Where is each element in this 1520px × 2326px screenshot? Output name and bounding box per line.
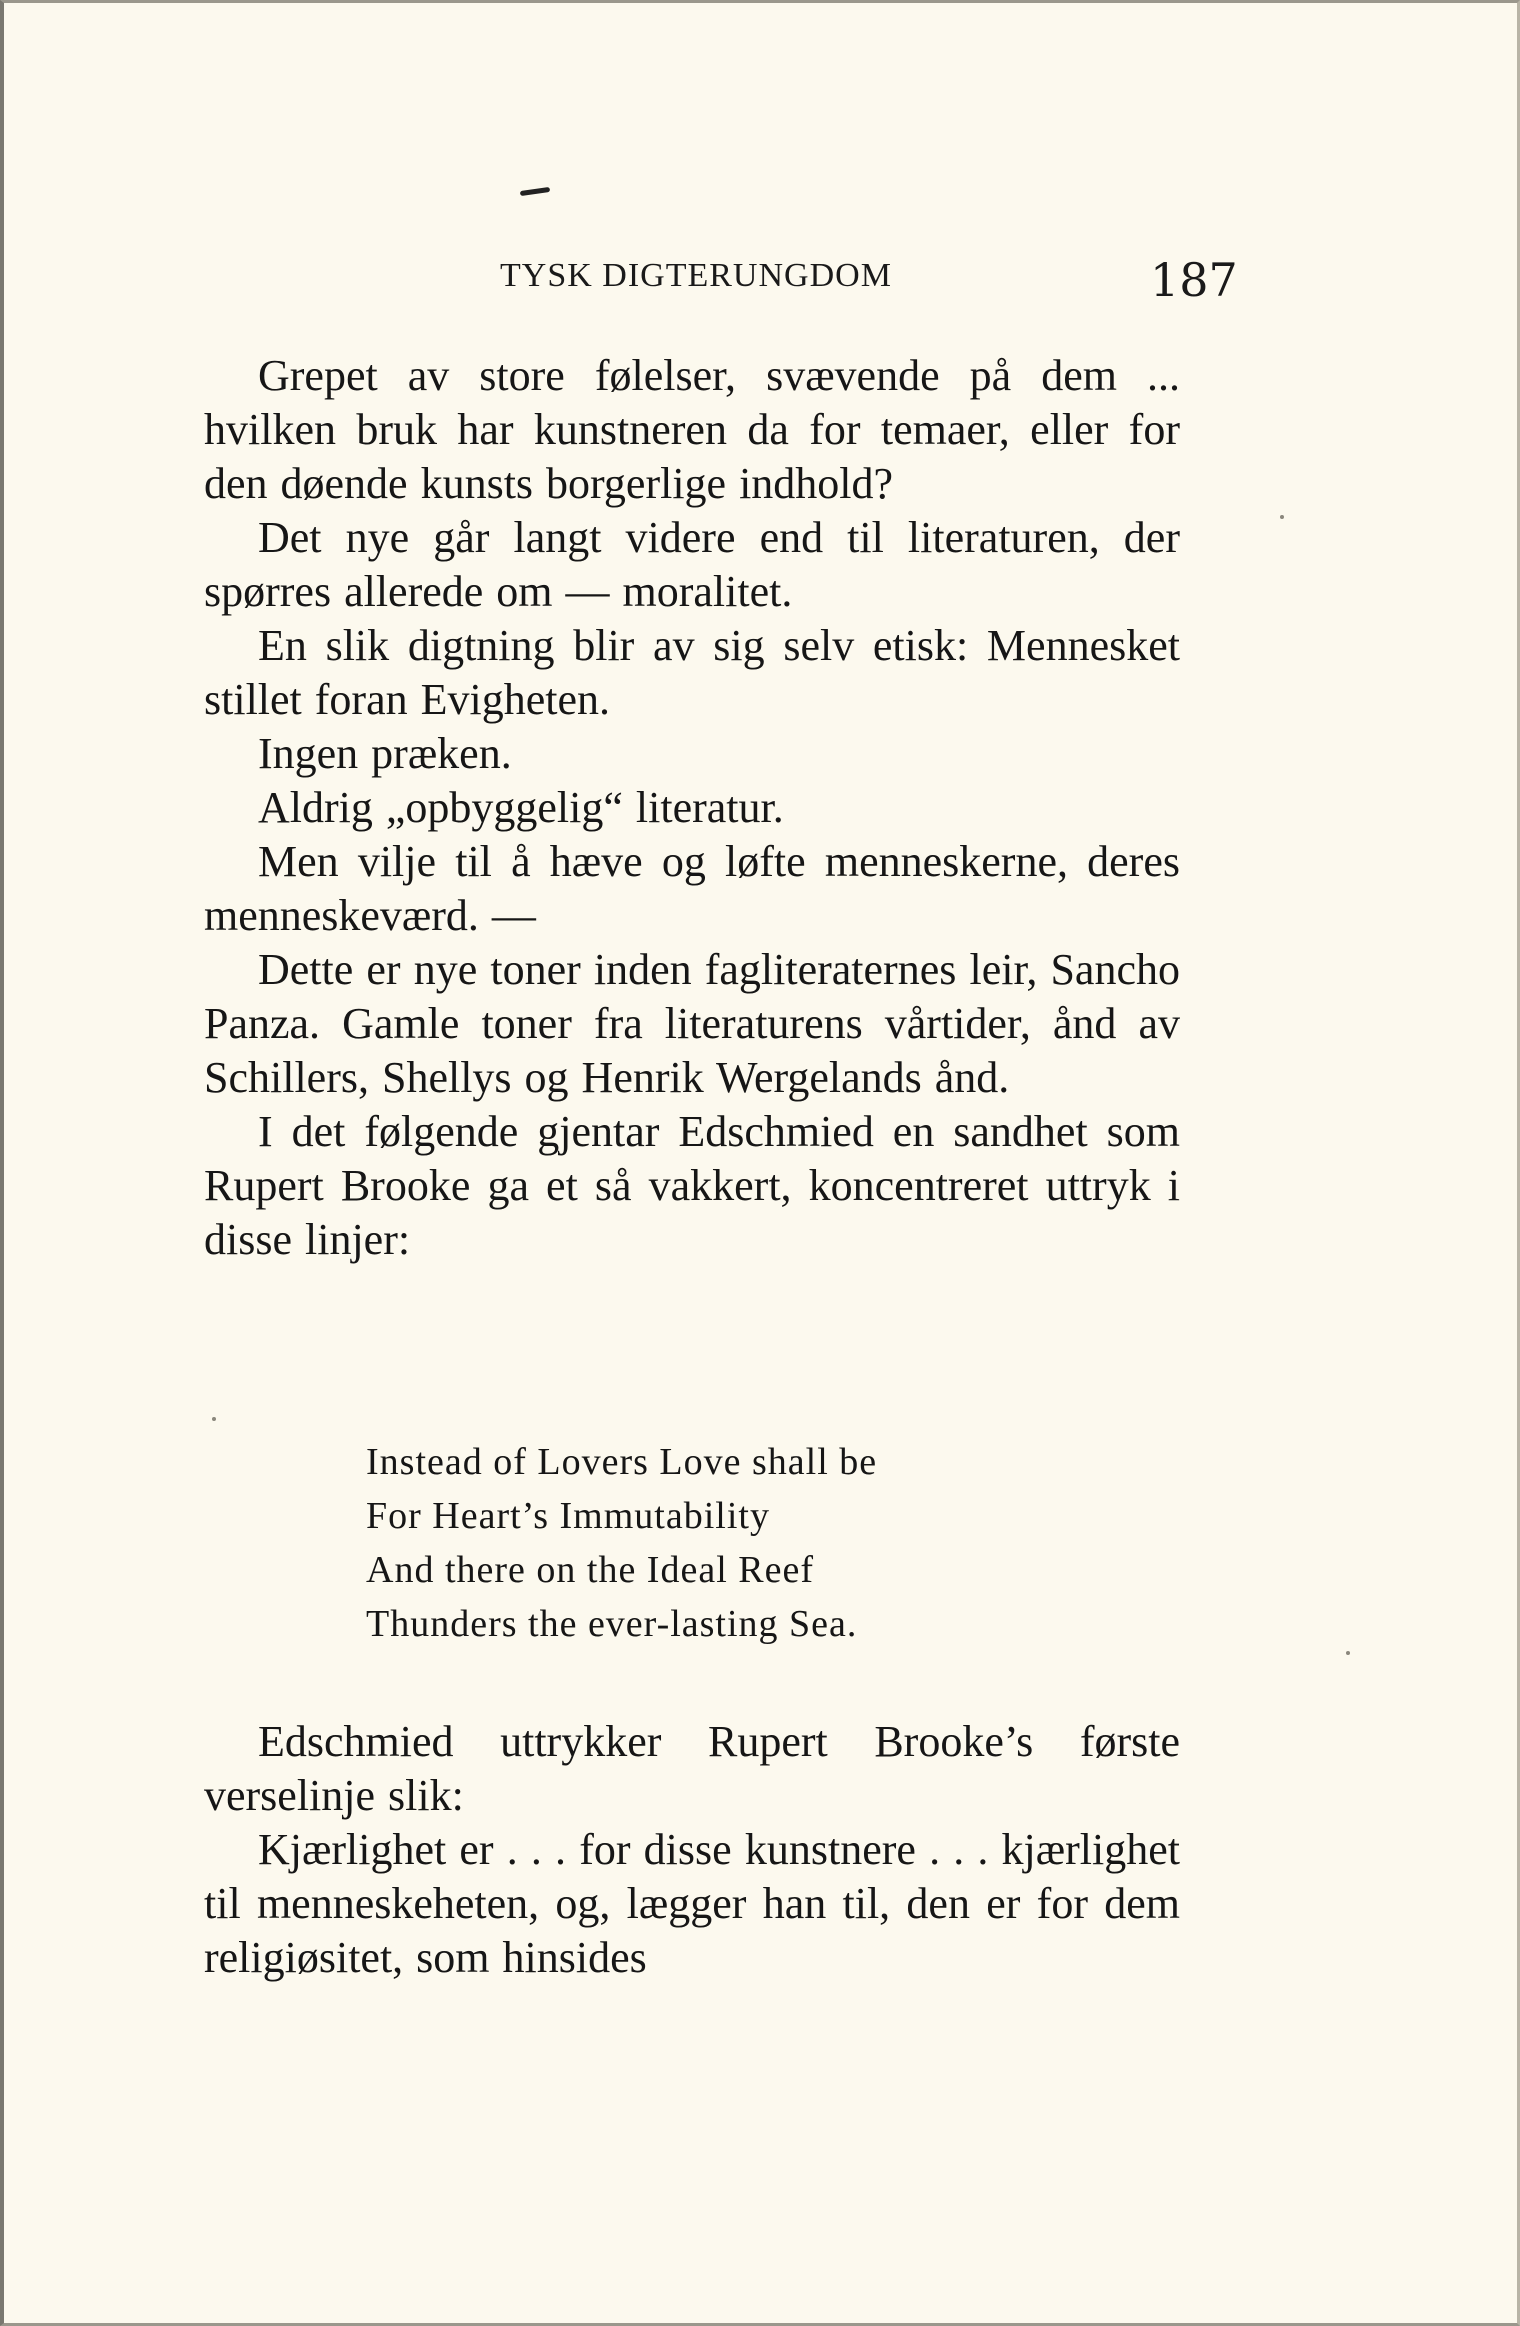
paragraph: Edschmied uttrykker Rupert Brooke’s første verselinje slik: <box>204 1717 1180 1820</box>
page-number: 187 <box>1150 253 1238 307</box>
poem-line: Thunders the ever-lasting Sea. <box>366 1603 858 1645</box>
paragraph: Grepet av store følelser, svævende på dem ... hvilken bruk har kunstneren da for temaer, eller for den døende kunsts borgerlige indhold? <box>204 351 1180 508</box>
body-text-lower <box>204 1715 1180 1985</box>
poem-line: Instead of Lovers Love shall be <box>366 1441 878 1483</box>
body-text-upper <box>204 349 1180 1267</box>
paragraph: Ingen præken. <box>258 729 512 778</box>
paragraph: I det følgende gjentar Edschmied en sandhet som Rupert Brooke ga et så vakkert, koncentreret uttryk i disse linjer: <box>204 1107 1180 1264</box>
paragraph: Men vilje til å hæve og løfte menneskerne, deres menneskeværd. — <box>204 837 1180 940</box>
paper-speck <box>212 1417 216 1421</box>
ink-mark <box>520 187 550 196</box>
paragraph: Aldrig „opbyggelig“ literatur. <box>258 783 784 832</box>
paragraph: En slik digtning blir av sig selv etisk: Mennesket stillet foran Evigheten. <box>204 621 1180 724</box>
poem-quote <box>366 1435 877 1651</box>
paragraph: Kjærlighet er . . . for disse kunstnere . . . kjærlighet til menneskeheten, og, lægger han til, den er for dem religiøsitet, som hinsides <box>204 1825 1180 1982</box>
paper-speck <box>1280 515 1284 519</box>
paragraph: Dette er nye toner inden fagliteraternes leir, Sancho Panza. Gamle toner fra literaturens vårtider, ånd av Schillers, Shellys og Henrik Wergelands ånd. <box>204 945 1180 1102</box>
poem-line: For Heart’s Immutability <box>366 1495 770 1537</box>
running-title: TYSK DIGTERUNGDOM <box>500 257 892 294</box>
poem-line: And there on the Ideal Reef <box>366 1549 814 1591</box>
paper-speck <box>1346 1651 1350 1655</box>
paragraph: Det nye går langt videre end til literaturen, der spørres allerede om — moralitet. <box>204 513 1180 616</box>
